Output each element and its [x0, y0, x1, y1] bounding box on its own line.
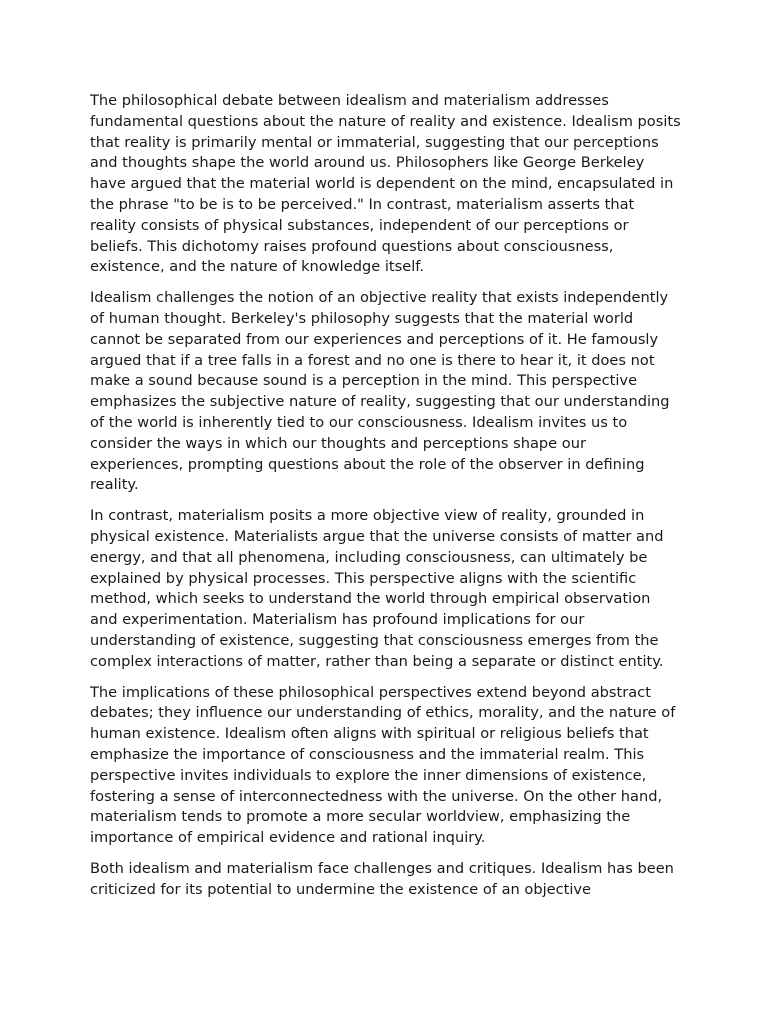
- paragraph-2: Idealism challenges the notion of an objective reality that exists independently of human thought. Berkeley's philosophy suggests that the material world cannot be separated from our experiences and perceptions of it. He famously argued that if a tree falls in a forest and no one is there to hear it, it does not make a sound because sound is a perception in the mind. This perspective emphasizes the subjective nature of reality, suggesting that our understanding of the world is inherently tied to our consciousness. Idealism invites us to consider the ways in which our thoughts and perceptions shape our experiences, prompting questions about the role of the observer in defining reality.: [90, 289, 670, 494]
- paragraph-1: The philosophical debate between idealism and materialism addresses fundamental questions about the nature of reality and existence. Idealism posits that reality is primarily mental or immaterial, suggesting that our perceptions and thoughts shape the world around us. Philosophers like George Berkeley have argued that the material world is dependent on the mind, encapsulated in the phrase "to be is to be perceived." In contrast, materialism asserts that reality consists of physical substances, independent of our perceptions or beliefs. This dichotomy raises profound questions about consciousness, existence, and the nature of knowledge itself.: [90, 92, 681, 276]
- paragraph-3: In contrast, materialism posits a more objective view of reality, grounded in physical existence. Materialists argue that the universe consists of matter and energy, and that all phenomena, including consciousness, can ultimately be explained by physical processes. This perspective aligns with the scientific method, which seeks to understand the world through empirical observation and experimentation. Materialism has profound implications for our understanding of existence, suggesting that consciousness emerges from the complex interactions of matter, rather than being a separate or distinct entity.: [90, 507, 664, 670]
- document-body: [90, 91, 682, 910]
- paragraph-4: The implications of these philosophical perspectives extend beyond abstract debates; they influence our understanding of ethics, morality, and the nature of human existence. Idealism often aligns with spiritual or religious beliefs that emphasize the importance of consciousness and the immaterial realm. This perspective invites individuals to explore the inner dimensions of existence, fostering a sense of interconnectedness with the universe. On the other hand, materialism tends to promote a more secular worldview, emphasizing the importance of empirical evidence and rational inquiry.: [90, 683, 676, 847]
- paragraph-5: Both idealism and materialism face challenges and critiques. Idealism has been criticized for its potential to undermine the existence of an objective: [90, 859, 674, 898]
